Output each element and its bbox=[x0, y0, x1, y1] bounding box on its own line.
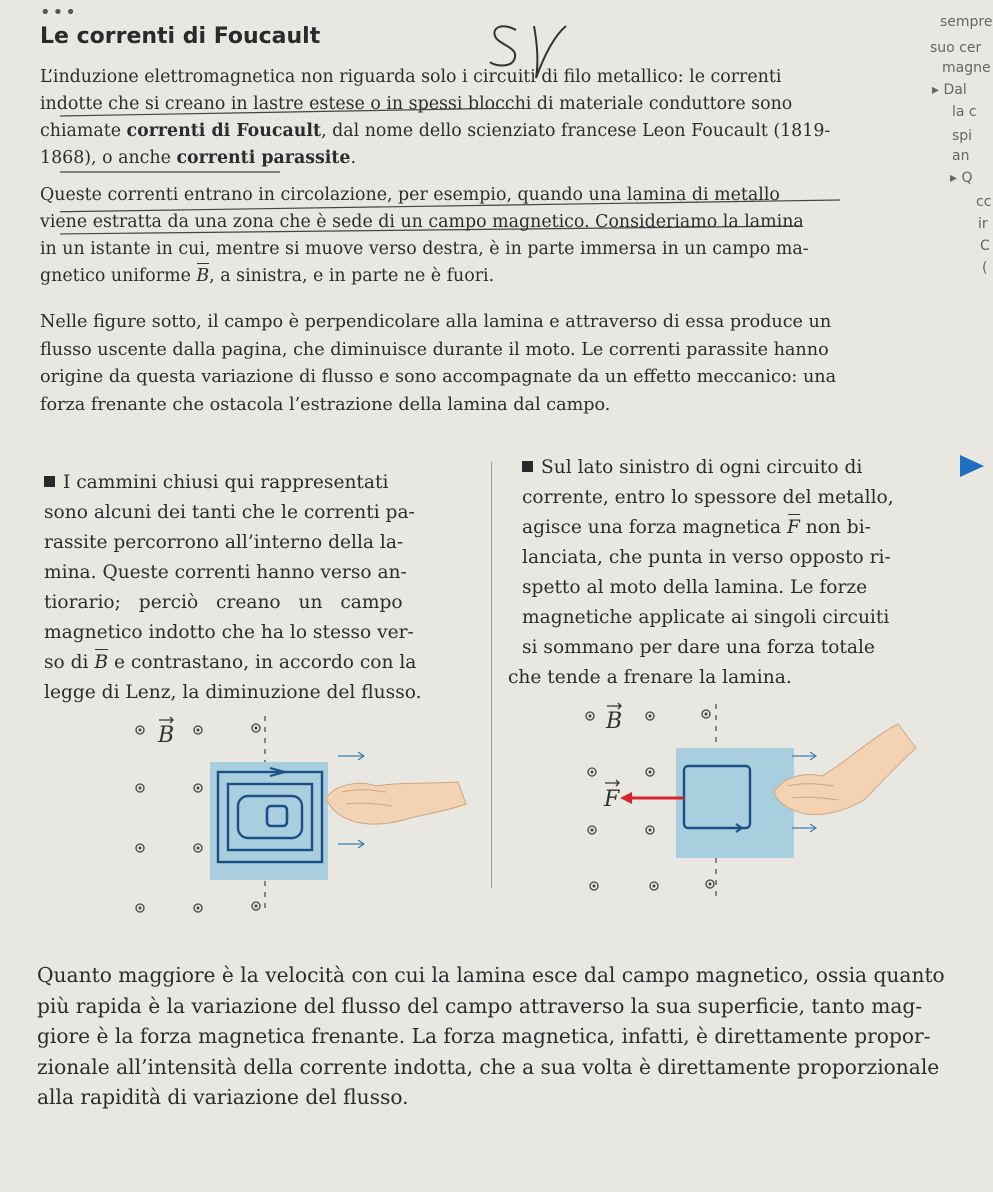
motion-arrow-icon bbox=[792, 752, 816, 760]
window-dots: ••• bbox=[40, 2, 78, 23]
paragraph-3: Nelle figure sotto, il campo è perpendicolare alla lamina e attraverso di essa produce un flusso uscente dalla pagina, che diminuisce durante il moto. Le correnti parassite hanno origine da questa variazione di flusso e sono accompagnate da un effetto meccanico: una forza frenante che ostacola l’estrazione della lamina dal campo. bbox=[40, 312, 837, 415]
column-divider bbox=[491, 462, 492, 888]
hand-icon bbox=[326, 782, 466, 824]
chevron-right-icon: ▸ bbox=[950, 170, 962, 186]
sidebar-link[interactable]: ▸ Dal bbox=[932, 82, 967, 98]
motion-arrow-icon bbox=[338, 840, 364, 848]
vector-f: F bbox=[786, 517, 800, 538]
term-parassite: correnti parassite bbox=[176, 148, 351, 168]
bottom-paragraph: Quanto maggiore è la velocità con cui la lamina esce dal campo magnetico, ossia quanto più rapida è la variazione del flusso del campo attraverso la sua superficie, tanto mag- giore è la forza magnetica frenante. La forza magnetica, infatti, è direttamente propor- zionale all’intensità della corrente indotta, che a sua volta è direttamente proporzionale alla rapidità di variazione del flusso. bbox=[37, 963, 945, 1109]
figure-eddy-currents bbox=[110, 700, 490, 920]
hand-icon bbox=[774, 724, 916, 814]
sidebar-line: ir bbox=[978, 216, 988, 232]
force-label-f: F bbox=[604, 787, 620, 812]
bullet-icon bbox=[44, 476, 55, 487]
figure-braking-force bbox=[560, 700, 960, 910]
right-caption: Sul lato sinistro di ogni circuito di corrente, entro lo spessore del metallo, agisce una forza magnetica F non bi- lanciata, che punta in verso opposto ri- spetto al moto della lamina. Le forze magnetiche applicate ai singoli circuiti si sommano per dare una forza totale che tende a frenare la lamina. bbox=[508, 457, 894, 688]
sidebar-line: spi bbox=[952, 128, 973, 144]
field-label-b: B bbox=[158, 723, 175, 748]
paragraph-2: Queste correnti entrano in circolazione, per esempio, quando una lamina di metallo viene estratta da una zona che è sede di un campo magnetico. Consideriamo la lamina in un istante in cui, mentre si muove verso destra, è in parte immersa in un campo ma- gnetico uniforme B, a sinistra, e in parte ne è fuori. bbox=[40, 185, 809, 286]
sidebar-link[interactable]: ▸ Q bbox=[950, 170, 973, 186]
motion-arrow-icon bbox=[792, 824, 816, 832]
bullet-icon bbox=[522, 461, 533, 472]
vector-b: B bbox=[196, 266, 210, 286]
intro-paragraph: L’induzione elettromagnetica non riguarda solo i circuiti di filo metallico: le correnti indotte che si creano in lastre estese o in spessi blocchi di materiale conduttore sono chiamate correnti di Foucault, dal nome dello scienziato francese Leon Foucault (1819- 1868), o anche correnti parassite. bbox=[40, 67, 831, 168]
sidebar-line: cc bbox=[976, 194, 992, 210]
sidebar-line: la c bbox=[952, 104, 977, 120]
play-video-button[interactable] bbox=[960, 455, 984, 477]
sidebar-line: C bbox=[980, 238, 990, 254]
force-arrow-icon bbox=[620, 792, 632, 804]
field-label-b: B bbox=[606, 709, 623, 734]
sidebar-line: magne bbox=[942, 60, 991, 76]
chevron-right-icon: ▸ bbox=[932, 82, 944, 98]
section-title: Le correnti di Foucault bbox=[40, 24, 321, 49]
metal-plate bbox=[676, 748, 794, 858]
term-foucault: correnti di Foucault bbox=[126, 121, 322, 141]
sidebar-line: suo cer bbox=[930, 40, 982, 56]
sidebar-line: sempre bbox=[940, 14, 993, 30]
left-caption: I cammini chiusi qui rappresentati sono alcuni dei tanti che le correnti pa- rassite percorrono all’interno della la- mina. Queste correnti hanno verso an- tiorario; perciò creano un campo magnetico indotto che ha lo stesso ver- so di B e contrastano, in accordo con la legge di Lenz, la diminuzione del flusso. bbox=[44, 472, 422, 703]
sidebar-line: an bbox=[952, 148, 970, 164]
vector-b: B bbox=[94, 652, 109, 673]
motion-arrow-icon bbox=[338, 752, 364, 760]
sidebar-line: ( bbox=[982, 260, 988, 276]
